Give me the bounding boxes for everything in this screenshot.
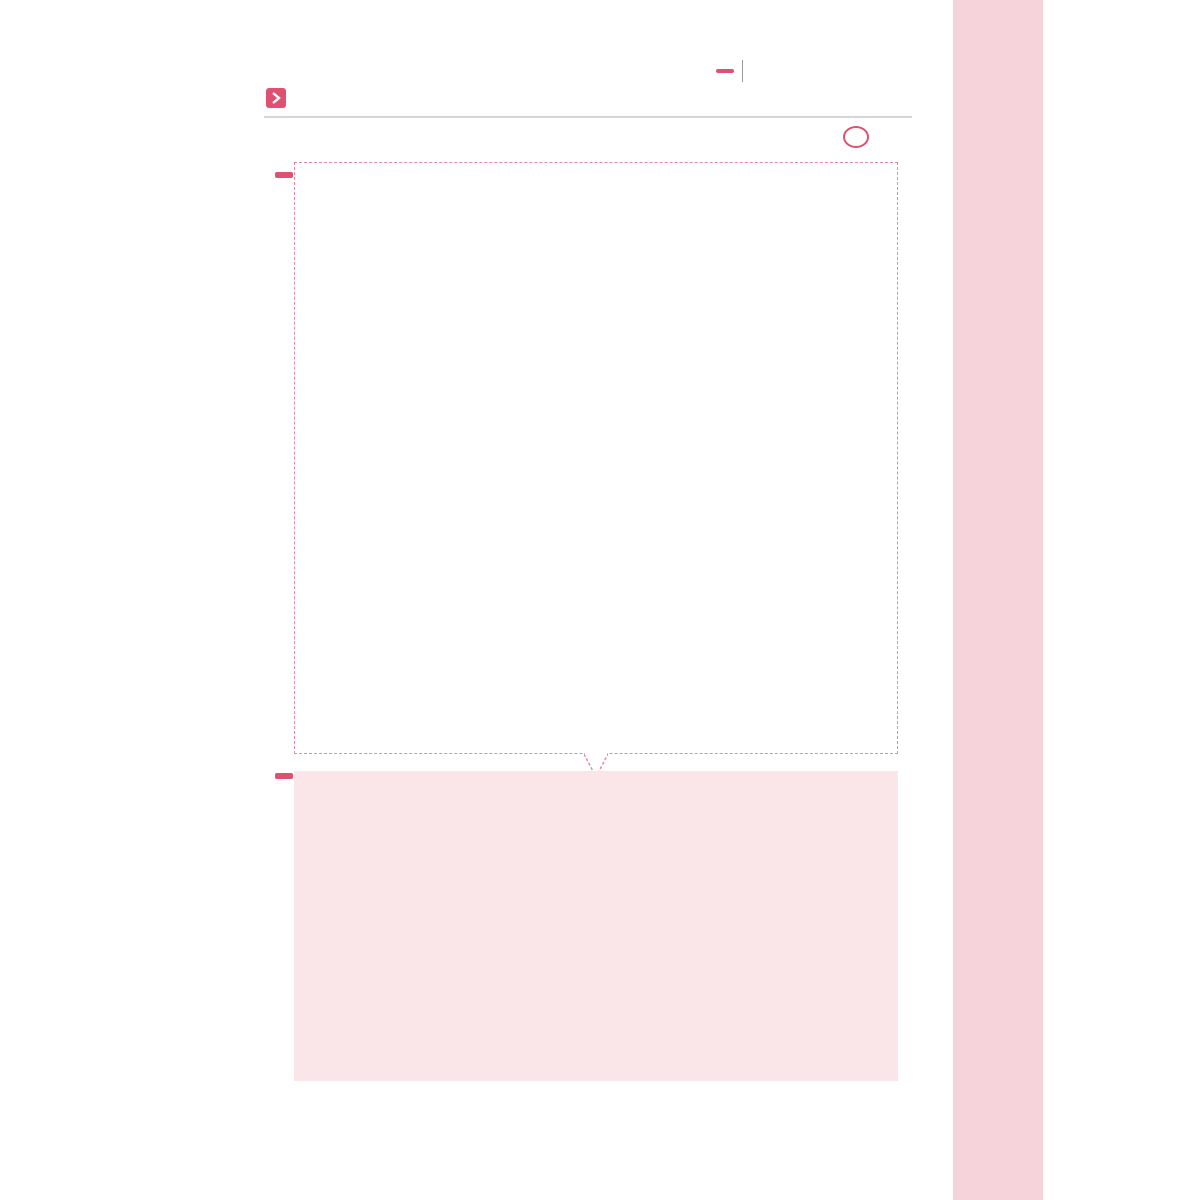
chevron-right-icon	[266, 88, 286, 108]
title-rule	[264, 116, 912, 118]
unit-badge	[716, 69, 734, 73]
lesson-tabs	[953, 0, 1043, 1200]
chinese-translation-box	[294, 771, 898, 1081]
english-dialog-box	[294, 162, 898, 754]
section-heading	[266, 88, 294, 108]
unit-header	[716, 60, 751, 82]
mp3-track[interactable]	[843, 126, 872, 148]
unit-divider	[742, 60, 743, 82]
mp3-disc-icon[interactable]	[843, 126, 869, 148]
chinese-translation-label	[275, 773, 293, 779]
english-example-label	[275, 172, 293, 178]
